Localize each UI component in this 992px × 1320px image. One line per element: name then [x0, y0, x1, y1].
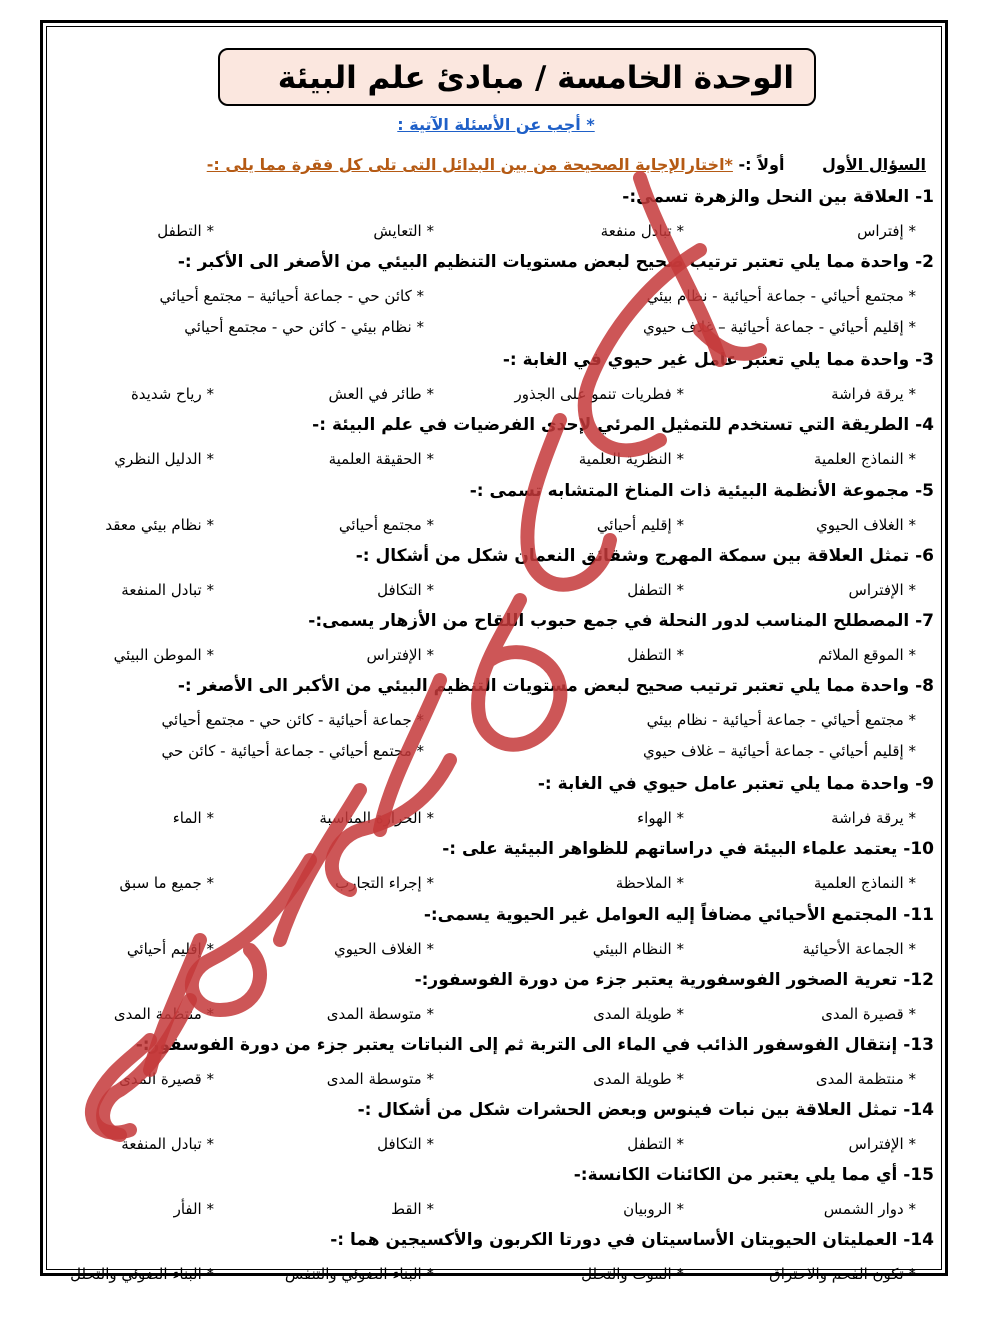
- answer-option[interactable]: * البناء الضوئي والتنفس: [284, 1265, 434, 1284]
- options-row: [58, 870, 934, 896]
- options-row: [58, 512, 934, 538]
- answer-option[interactable]: * قصيرة المدى: [119, 1069, 214, 1088]
- answer-option[interactable]: * كائن حي - جماعة أحيائية – مجتمع أحيائي: [159, 287, 424, 306]
- unit-title: الوحدة الخامسة / مبادئ علم البيئة: [277, 60, 794, 96]
- answer-option[interactable]: * القط: [391, 1200, 434, 1219]
- options-row: [58, 314, 934, 340]
- answer-option[interactable]: * مجتمع أحيائي - جماعة أحيائية - نظام بيئي: [646, 711, 916, 730]
- answer-option[interactable]: * تبادل المنفعة: [121, 580, 214, 599]
- answer-option[interactable]: * مجتمع أحيائي - جماعة أحيائية - نظام بيئي: [646, 287, 916, 306]
- answer-option[interactable]: * التطفل: [627, 1135, 684, 1154]
- answer-option[interactable]: * جماعة أحيائية - كائن حي - مجتمع أحيائي: [161, 711, 424, 730]
- options-row: [58, 1066, 934, 1092]
- answer-option[interactable]: * الإفتراس: [848, 1135, 916, 1154]
- question-8: [58, 674, 934, 772]
- question-2: [58, 250, 934, 348]
- answer-option[interactable]: * تبادل المنفعة: [121, 1135, 214, 1154]
- options-row: [58, 1196, 934, 1222]
- question-14: [58, 1098, 934, 1163]
- question-6: [58, 544, 934, 609]
- answer-option[interactable]: * النماذج العلمية: [813, 874, 916, 893]
- answer-option[interactable]: * الإفتراس: [366, 645, 434, 664]
- answer-option[interactable]: * مجتمع أحيائي - جماعة أحيائية - كائن حي: [161, 742, 424, 761]
- question-text: 14- العمليتان الحيويتان الأساسيتان في دورتا الكربون والأكسيجين هما :-: [330, 1230, 934, 1251]
- answer-option[interactable]: * يرقة فراشة: [831, 809, 916, 828]
- question-13: [58, 1033, 934, 1098]
- answer-option[interactable]: * منتظمة المدى: [815, 1069, 916, 1088]
- answer-option[interactable]: * التكافل: [377, 1135, 434, 1154]
- answer-option[interactable]: * الملاحظة: [615, 874, 684, 893]
- question-15: [58, 1163, 934, 1228]
- question-text: 3- واحدة مما يلي تعتبر عامل غير حيوي في الغابة :-: [502, 350, 934, 371]
- question-text: 2- واحدة مما يلي تعتبر ترتيب صحيح لبعض مستويات التنظيم البيئي من الأصغر الى الأكبر :-: [177, 252, 934, 273]
- question-text: 6- تمثل العلاقة بين سمكة المهرج وشقائق النعمان شكل من أشكال :-: [355, 545, 934, 566]
- options-row: [58, 707, 934, 733]
- answer-option[interactable]: * إقليم أحيائي - جماعة أحيائية – غلاف حيوي: [642, 742, 916, 761]
- answer-option[interactable]: * نظام بيئي معقد: [105, 515, 214, 534]
- answer-option[interactable]: * الحقيقة العلمية: [328, 450, 434, 469]
- answer-option[interactable]: * التطفل: [627, 580, 684, 599]
- answer-option[interactable]: * إقليم أحيائي - جماعة أحيائية – غلاف حيوي: [642, 318, 916, 337]
- answer-option[interactable]: * الموطن البيئي: [113, 645, 214, 664]
- answer-option[interactable]: * يرقة فراشة: [831, 385, 916, 404]
- part-label: أولاً :-: [738, 155, 785, 174]
- question-text: 7- المصطلح المناسب لدور النحلة في جمع حبوب اللقاح من الأزهار يسمى:-: [308, 610, 934, 631]
- answer-option[interactable]: * النماذج العلمية: [813, 450, 916, 469]
- answer-option[interactable]: * فطريات تنمو على الجذور: [514, 385, 684, 404]
- question-5: [58, 479, 934, 544]
- question-text: 4- الطريقة التي تستخدم للتمثيل المرئي لإحدى الفرضيات في علم البيئة :-: [312, 415, 934, 436]
- question-text: 10- يعتمد علماء البيئة في دراساتهم للظواهر البيئية على :-: [442, 839, 934, 860]
- answer-option[interactable]: * البناء الضوئي والتحلل: [70, 1265, 214, 1284]
- answer-option[interactable]: * متوسطة المدى: [326, 1004, 434, 1023]
- answer-option[interactable]: * متوسطة المدى: [326, 1069, 434, 1088]
- answer-option[interactable]: * دوار الشمس: [823, 1200, 916, 1219]
- answer-option[interactable]: * الهواء: [637, 809, 684, 828]
- question-text: 5- مجموعة الأنظمة البيئية ذات المناخ المتشابه تسمى :-: [469, 480, 934, 501]
- answer-option[interactable]: * الغلاف الحيوي: [334, 939, 434, 958]
- answer-option[interactable]: * الموقع الملائم: [818, 645, 916, 664]
- answer-option[interactable]: * التطفل: [627, 645, 684, 664]
- options-row: [58, 805, 934, 831]
- question-1: [58, 185, 934, 250]
- answer-option[interactable]: * جميع ما سبق: [119, 874, 214, 893]
- options-row: [58, 642, 934, 668]
- question-11: [58, 903, 934, 968]
- answer-option[interactable]: * طويلة المدى: [593, 1004, 684, 1023]
- options-row: [58, 218, 934, 244]
- part-instruction: *اختارالإجابة الصحيحة من بين البدائل التى تلى كل فقرة مما يلى :-: [206, 155, 733, 174]
- answer-option[interactable]: * الغلاف الحيوي: [816, 515, 916, 534]
- unit-title-box: [218, 48, 816, 106]
- answer-option[interactable]: * طويلة المدى: [593, 1069, 684, 1088]
- answer-option[interactable]: * رياح شديدة: [130, 385, 214, 404]
- question-10: [58, 837, 934, 902]
- answer-option[interactable]: * النظام البيئي: [592, 939, 684, 958]
- instruction-text: * أجب عن الأسئلة الآتية :: [397, 115, 595, 134]
- answer-option[interactable]: * إفتراس: [857, 222, 916, 240]
- answer-option[interactable]: * التطفل: [157, 222, 214, 240]
- question-9: [58, 772, 934, 837]
- question-text: 9- واحدة مما يلي تعتبر عامل حيوي في الغابة :-: [537, 774, 934, 795]
- options-row: [58, 1001, 934, 1027]
- instruction: [0, 115, 992, 134]
- answer-option[interactable]: * التعايش: [373, 222, 434, 240]
- options-row: [58, 381, 934, 407]
- answer-option[interactable]: * الدليل النظري: [114, 450, 214, 469]
- answer-option[interactable]: * إقليم أحيائي: [126, 939, 214, 958]
- answer-option[interactable]: * التكافل: [377, 580, 434, 599]
- answer-option[interactable]: * الروبيان: [623, 1200, 684, 1219]
- answer-option[interactable]: * إقليم أحيائي: [596, 515, 684, 534]
- question-text: 15- أي مما يلي يعتبر من الكائنات الكانسة:-: [573, 1165, 934, 1186]
- question-7: [58, 609, 934, 674]
- question-text: 8- واحدة مما يلي تعتبر ترتيب صحيح لبعض مستويات التنظيم البيئي من الأكبر الى الأصغر :-: [177, 676, 934, 697]
- question-4: [58, 413, 934, 478]
- options-row: [58, 1131, 934, 1157]
- question-text: 13- إنتقال الفوسفور الذائب في الماء الى التربة ثم إلى النباتات يعتبر جزء من دورة الفوسفور:-: [135, 1034, 934, 1055]
- options-row: [58, 936, 934, 962]
- question-text: 11- المجتمع الأحيائي مضافاً إليه العوامل غير الحيوية يسمى:-: [423, 904, 934, 925]
- answer-option[interactable]: * طائر في العش: [328, 385, 434, 404]
- question-text: 12- تعرية الصخور الفوسفورية يعتبر جزء من دورة الفوسفور:-: [414, 969, 934, 990]
- options-row: [58, 283, 934, 309]
- answer-option[interactable]: * النظرية العلمية: [578, 450, 684, 469]
- section-header: [207, 155, 926, 174]
- answer-option[interactable]: * مجتمع أحيائي: [338, 515, 434, 534]
- options-row: [58, 577, 934, 603]
- answer-option[interactable]: * قصيرة المدى: [821, 1004, 916, 1023]
- answer-option[interactable]: * تكون الفحم والاحتراق: [769, 1265, 916, 1284]
- answer-option[interactable]: * الحرارة المناسبة: [319, 809, 434, 828]
- answer-option[interactable]: * منتظمة المدى: [113, 1004, 214, 1023]
- answer-option[interactable]: * الإفتراس: [848, 580, 916, 599]
- options-row: [58, 1261, 934, 1287]
- answer-option[interactable]: * إجراء التجارب: [335, 874, 434, 893]
- answer-option[interactable]: * الموت والتحلل: [581, 1265, 684, 1284]
- options-row: [58, 738, 934, 764]
- answer-option[interactable]: * تبادل منفعة: [600, 222, 684, 240]
- answer-option[interactable]: * الفأر: [173, 1200, 214, 1219]
- answer-option[interactable]: * الماء: [172, 809, 214, 828]
- question-text: 1- العلاقة بين النحل والزهرة تسمى:-: [622, 187, 934, 207]
- question-text: 14- تمثل العلاقة بين نبات فينوس وبعض الحشرات شكل من أشكال :-: [357, 1100, 934, 1121]
- answer-option[interactable]: * نظام بيئي - كائن حي - مجتمع أحيائي: [184, 318, 424, 337]
- options-row: [58, 446, 934, 472]
- question-16: [58, 1228, 934, 1293]
- answer-option[interactable]: * الجماعة الأحيائية: [802, 939, 916, 958]
- question-list: [58, 185, 934, 1294]
- question-3: [58, 348, 934, 413]
- question-12: [58, 968, 934, 1033]
- question-label: السؤال الأول: [822, 155, 926, 174]
